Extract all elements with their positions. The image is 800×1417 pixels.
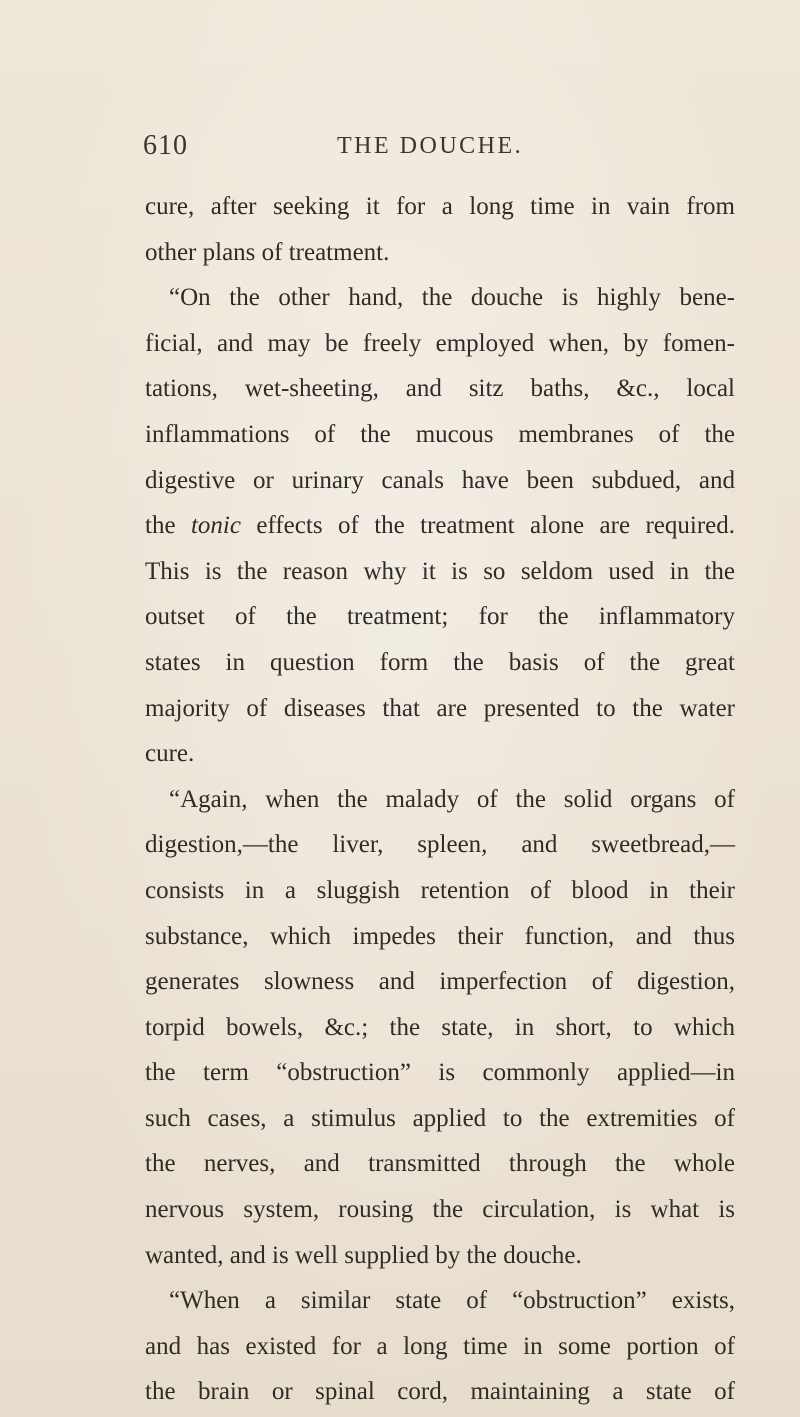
- body-text: [145, 184, 735, 1415]
- page-header: [143, 130, 743, 166]
- text-line: tations, wet-sheeting, and sitz baths, &c., local: [145, 375, 735, 403]
- italic-word: tonic: [190, 512, 241, 540]
- text-line: “Again, when the malady of the solid organs of: [169, 785, 735, 813]
- text-line: This is the reason why it is so seldom used in the: [145, 557, 735, 585]
- text-line: the term “obstruction” is commonly applied—in: [145, 1059, 735, 1087]
- text-line: cure.: [145, 740, 195, 768]
- page-number: 610: [143, 130, 188, 161]
- text-line: digestive or urinary canals have been subdued, and: [145, 466, 735, 494]
- text-line: “On the other hand, the douche is highly bene-: [169, 284, 735, 312]
- running-head: THE DOUCHE.: [337, 133, 524, 159]
- text-line: states in question form the basis of the great: [145, 648, 735, 676]
- text-line: the brain or spinal cord, maintaining a state of: [145, 1378, 735, 1406]
- text-line: such cases, a stimulus applied to the extremities of: [145, 1104, 735, 1132]
- text-line: other plans of treatment.: [145, 238, 390, 266]
- text-line: “When a similar state of “obstruction” exists,: [169, 1287, 735, 1315]
- text-line: wanted, and is well supplied by the douche.: [145, 1241, 582, 1269]
- text-line: digestion,—the liver, spleen, and sweetbread,—: [145, 831, 735, 859]
- text-line: torpid bowels, &c.; the state, in short, to which: [145, 1013, 735, 1041]
- text-line: and has existed for a long time in some portion of: [145, 1332, 735, 1360]
- text-segment: the: [145, 512, 191, 540]
- text-line: outset of the treatment; for the inflammatory: [145, 603, 735, 631]
- text-line: nervous system, rousing the circulation, is what is: [145, 1196, 735, 1224]
- text-line: [145, 503, 735, 549]
- text-line: generates slowness and imperfection of digestion,: [145, 968, 735, 996]
- text-segment: effects of the treatment alone are required.: [240, 512, 736, 540]
- text-line: ficial, and may be freely employed when, by fomen-: [145, 329, 735, 357]
- text-line: cure, after seeking it for a long time in vain from: [145, 193, 735, 220]
- text-line: consists in a sluggish retention of blood in their: [145, 876, 735, 904]
- text-line: substance, which impedes their function, and thus: [145, 922, 735, 950]
- text-line: inflammations of the mucous membranes of the: [145, 420, 735, 448]
- text-line: majority of diseases that are presented to the water: [145, 694, 735, 722]
- text-line: the nerves, and transmitted through the whole: [145, 1150, 735, 1178]
